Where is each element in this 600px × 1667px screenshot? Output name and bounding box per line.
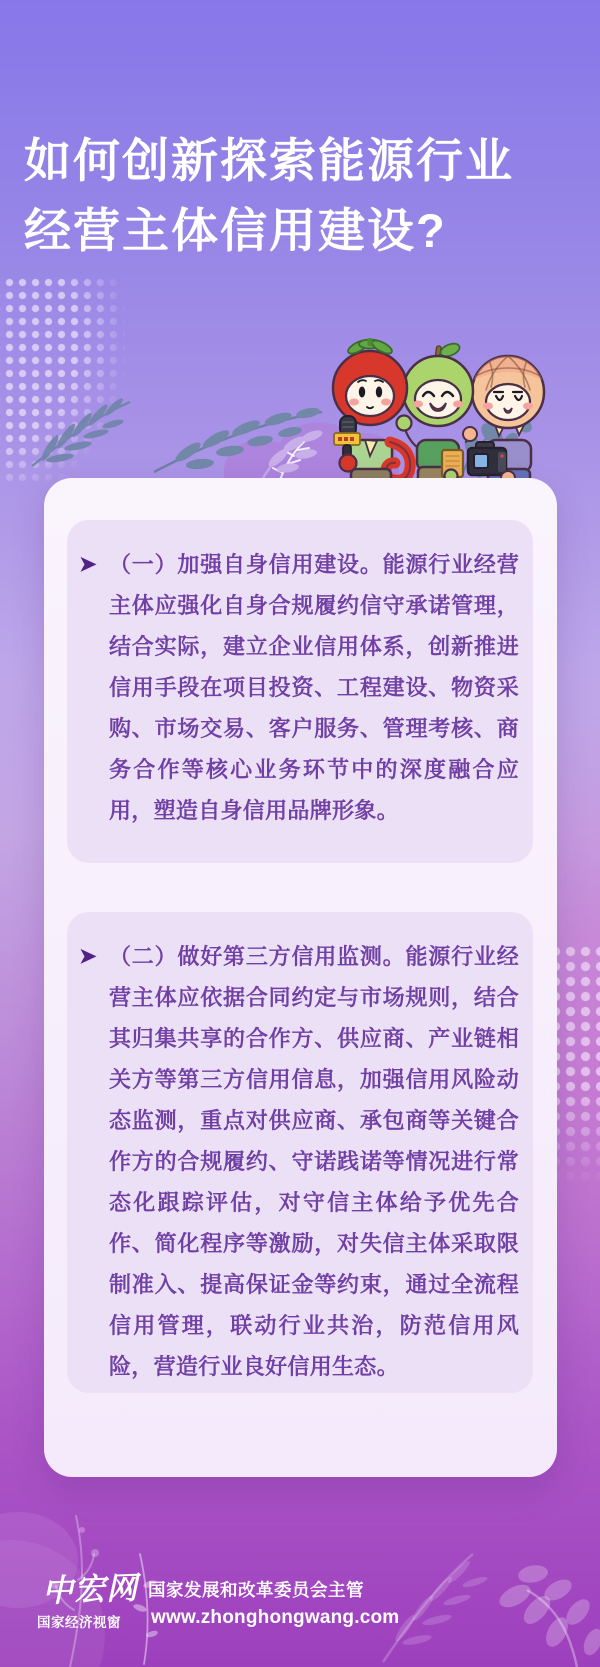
poster-title [24,126,514,266]
section-2 [67,912,533,1393]
fern-left-icon [26,384,138,470]
content-card [44,478,557,1477]
arrow-bullet-icon: ➤ [79,945,97,968]
video-camera-icon [468,442,506,475]
title-line-1: 如何创新探索能源行业 [24,134,514,187]
logo-subtitle: 国家经济视窗 [37,1615,121,1630]
arrow-bullet-icon: ➤ [79,553,97,576]
section-2-text: （二）做好第三方信用监测。能源行业经营主体应依据合同约定与市场规则，结合其归集共享的合作方、供应商、产业链相关方等第三方信用信息，加强信用风险动态监测，重点对供应商、承包商等关键合作方的合规履约、守诺践诺等情况进行常态化跟踪评估，对守信主体给予优先合作、简化程序等激励，对失信主体采取限制准入、提高保证金等约束，通过全流程信用管理，联动行业共治，防范信用风险，营造行业良好信用生态。 [109,944,519,1379]
bottom-right-decoration [365,1510,600,1667]
title-line-2: 经营主体信用建设? [24,204,447,257]
zhonghong-logo: 中宏网 [41,1570,139,1610]
website-url: www.zhonghongwang.com [151,1607,400,1628]
section-1 [67,520,533,863]
section-1-text: （一）加强自身信用建设。能源行业经营主体应强化自身合规履约信守承诺管理，结合实际，建立企业信用体系，创新推进信用手段在项目投资、工程建设、物资采购、市场交易、客户服务、管理考核、商务合作等核心业务环节中的深度融合应用，塑造自身信用品牌形象。 [109,552,519,823]
supervisor-text: 国家发展和改革委员会主管 [148,1580,364,1600]
